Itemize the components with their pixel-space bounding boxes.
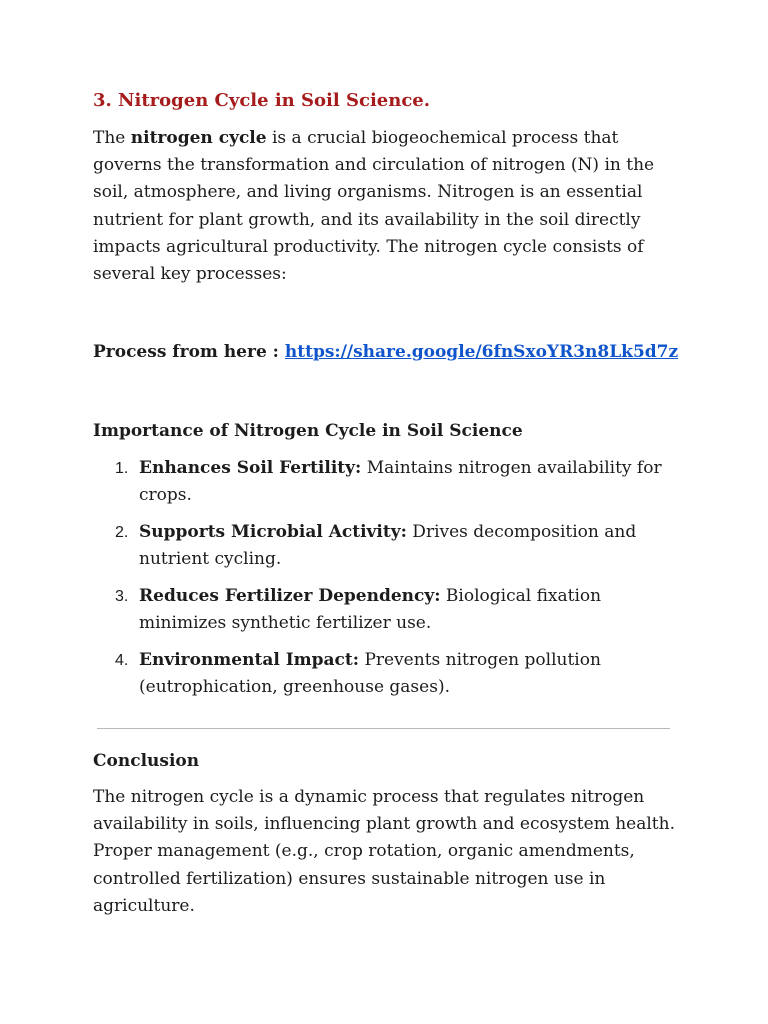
conclusion-heading: Conclusion: [93, 751, 200, 771]
list-item: [93, 647, 678, 701]
list-number: 4.: [115, 652, 129, 669]
intro-paragraph: [93, 125, 673, 288]
conclusion-paragraph: The nitrogen cycle is a dynamic process that regulates nitrogen availability in soils, influencing plant growth and ecosystem health. Proper management (e.g., crop rotation, organic amendments, controlled fertilization) ensures sustainable nitrogen use in agriculture.: [93, 787, 675, 916]
intro-body: is a crucial biogeochemical process that governs the transformation and circulation of nitrogen (N) in the soil, atmosphere, and living organisms. Nitrogen is an essential nutrient for plant growth, and its availability in the soil directly impacts agricultural productivity. The nitrogen cycle consists of several key processes:: [93, 128, 655, 285]
importance-list: [93, 455, 678, 711]
list-item-title: Environmental Impact:: [139, 650, 360, 670]
list-item-text: Maintains nitrogen availability for crops.: [139, 458, 662, 506]
section-title: 3. Nitrogen Cycle in Soil Science.: [93, 90, 430, 111]
list-item-title: Enhances Soil Fertility:: [139, 458, 362, 478]
list-item: [93, 455, 678, 509]
process-line: [93, 340, 678, 364]
horizontal-divider: [97, 728, 670, 729]
list-item-text: Drives decomposition and nutrient cycling.: [139, 522, 637, 570]
list-number: 2.: [115, 524, 129, 541]
intro-prefix: The: [93, 128, 131, 148]
list-item-text: Biological fixation minimizes synthetic fertilizer use.: [139, 586, 602, 634]
list-item: [93, 583, 678, 637]
list-number: 1.: [115, 460, 129, 477]
importance-heading: Importance of Nitrogen Cycle in Soil Science: [93, 421, 523, 441]
list-item: [93, 519, 678, 573]
list-item-title: Reduces Fertilizer Dependency:: [139, 586, 441, 606]
list-number: 3.: [115, 588, 129, 605]
list-item-title: Supports Microbial Activity:: [139, 522, 407, 542]
list-item-text: Prevents nitrogen pollution (eutrophication, greenhouse gases).: [139, 650, 601, 698]
intro-bold-term: nitrogen cycle: [130, 128, 267, 148]
process-label: Process from here :: [93, 342, 285, 362]
process-link[interactable]: https://share.google/6fnSxoYR3n8Lk5d7z: [284, 342, 679, 362]
